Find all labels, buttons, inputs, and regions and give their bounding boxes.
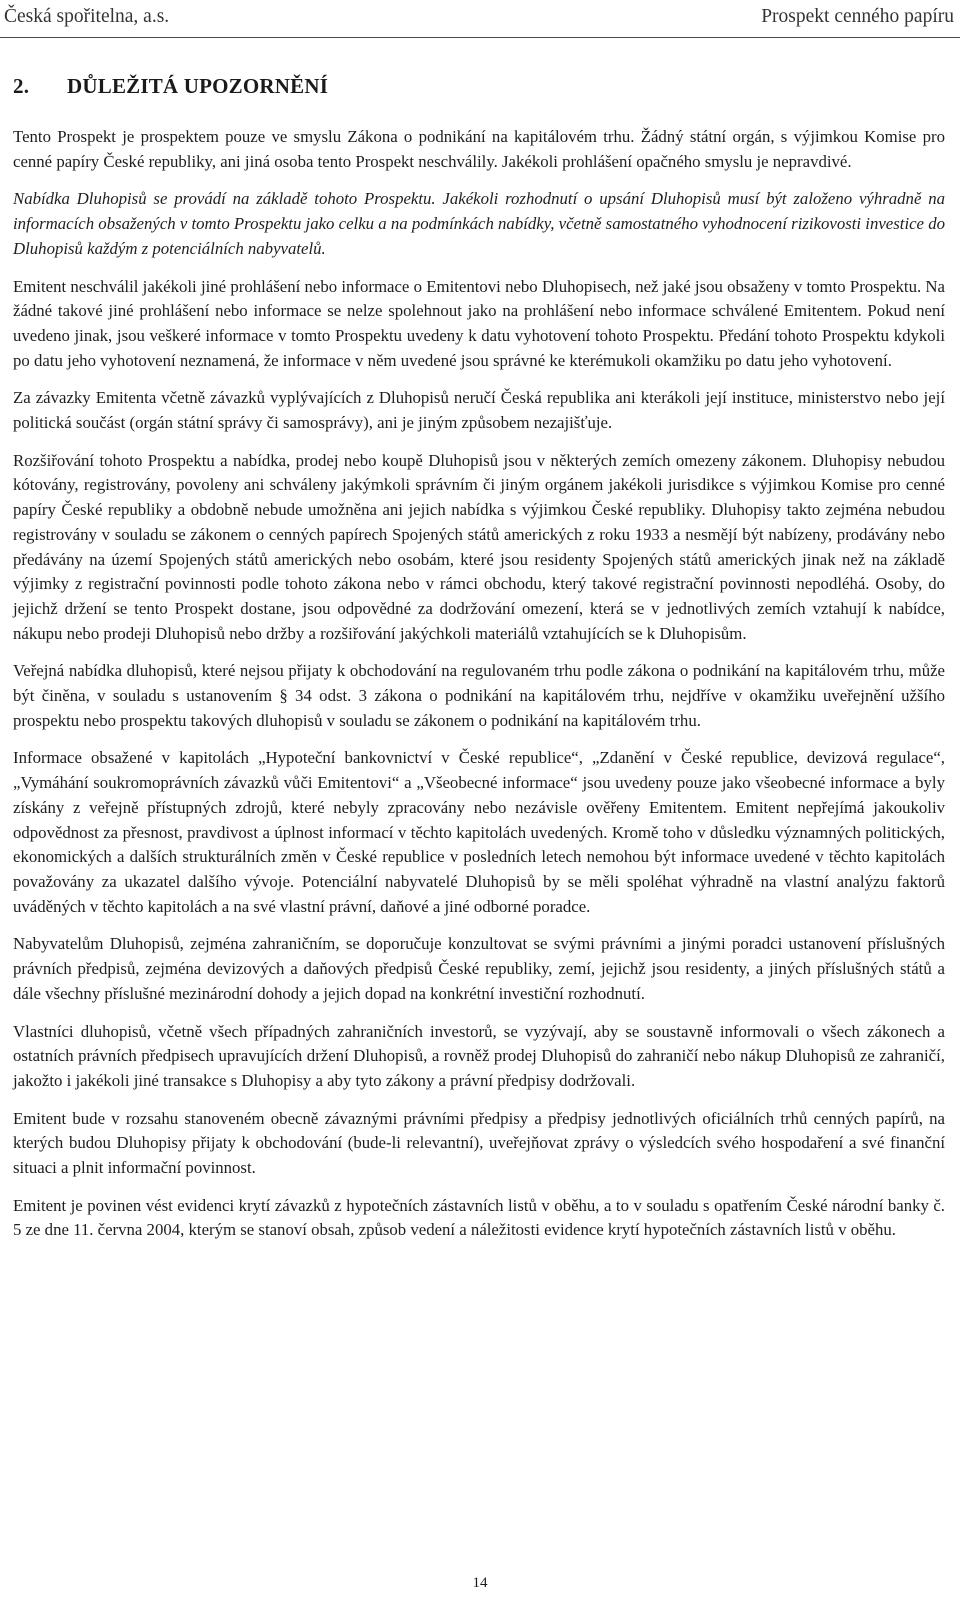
paragraph-4: Za závazky Emitenta včetně závazků vyplývajících z Dluhopisů neručí Česká republika ani kterákoli její instituce, ministerstvo nebo její politická součást (orgán státní správy či samosprávy), ani je jiným způsobem nezajišťuje. [13, 388, 945, 433]
paragraph-11: Emitent je povinen vést evidenci krytí závazků z hypotečních zástavních listů v oběhu, a to v souladu s opatřením České národní banky č. 5 ze dne 11. června 2004, kterým se stanoví obsah, způsob vedení a náležitosti evidence krytí hypotečních zástavních listů v oběhu. [13, 1195, 945, 1240]
page-number: 14 [472, 1575, 488, 1591]
paragraph-10: Emitent bude v rozsahu stanoveném obecně závaznými právními předpisy a předpisy jednotlivých oficiálních trhů cenných papírů, na kterých budou Dluhopisy přijaty k obchodování (bude-li relevantní), uveřejňovat zprávy o výsledcích svého hospodaření a své finanční situaci a plnit informační povinnost. [13, 1108, 945, 1178]
section-number: 2. [13, 74, 30, 98]
paragraph-8: Nabyvatelům Dluhopisů, zejména zahraničním, se doporučuje konzultovat se svými právními a jinými poradci ustanovení příslušných právních předpisů, zejména devizových a daňových předpisů České republiky, zemí, jejichž jsou residenty, a jiných příslušných států a dále všechny příslušné mezinárodní dohody a jejich dopad na konkrétní investiční rozhodnutí. [13, 934, 945, 1003]
page-header [0, 0, 960, 40]
paragraph-9: Vlastníci dluhopisů, včetně všech případných zahraničních investorů, se vyzývají, aby se soustavně informovali o všech zákonech a ostatních právních předpisech upravujících držení Dluhopisů, a rovněž prodej Dluhopisů do zahraničí nebo nákup Dluhopisů ze zahraničí, jakožto i jakékoli jiné transakce s Dluhopisy a aby tyto zákony a právní předpisy dodržovali. [13, 1021, 945, 1090]
paragraph-5: Rozšiřování tohoto Prospektu a nabídka, prodej nebo koupě Dluhopisů jsou v některých zemích omezeny zákonem. Dluhopisy nebudou kótovány, registrovány, povoleny ani schváleny jakýmkoli správním či jiným orgánem jakékoli jurisdikce s výjimkou Komise pro cenné papíry České republiky a obdobně nebude umožněna ani jejich nabídka s výjimkou České republiky. Dluhopisy takto zejména nebudou registrovány v souladu se zákonem o cenných papírech Spojených států amerických z roku 1933 a nesmějí být nabízeny, prodávány nebo předávány na území Spojených států amerických nebo osobám, které jsou residenty Spojených států amerických jinak než na základě výjimky z registrační povinnosti podle tohoto zákona nebo v rámci obchodu, který takové registrační povinnosti nepodléhá. Osoby, do jejichž držení se tento Prospekt dostane, jsou odpovědné za dodržování omezení, která se v jednotlivých zemích vztahují k nabídce, nákupu nebo prodeji Dluhopisů nebo držby a rozšiřování jakýchkoli materiálů vztahujících se k Dluhopisům. [13, 450, 945, 643]
header-company: Česká spořitelna, a.s. [4, 6, 170, 27]
document-body [13, 125, 945, 1256]
paragraph-2: Nabídka Dluhopisů se provádí na základě tohoto Prospektu. Jakékoli rozhodnutí o upsání Dluhopisů musí být založeno výhradně na informacích obsažených v tomto Prospektu jako celku a na podmínkách nabídky, včetně samostatného vyhodnocení rizikovosti investice do Dluhopisů každým z potenciálních nabyvatelů. [13, 189, 945, 258]
paragraph-7: Informace obsažené v kapitolách „Hypoteční bankovnictví v České republice“, „Zdanění v České republice, devizová regulace“, „Vymáhání soukromoprávních závazků vůči Emitentovi“ a „Všeobecné informace“ jsou uvedeny pouze jako všeobecné informace a byly získány z veřejně přístupných zdrojů, které nebyly zpracovány nebo nezávisle ověřeny Emitentem. Emitent nepřejímá jakoukoliv odpovědnost za přesnost, pravdivost a úplnost informací v těchto kapitolách uvedených. Kromě toho v důsledku významných politických, ekonomických a dalších strukturálních změn v České republice v posledních letech nemohou být informace uvedené v těchto kapitolách považovány za ukazatel dalšího vývoje. Potenciální nabyvatelé Dluhopisů by se měli spoléhat výhradně na vlastní analýzu faktorů uváděných v těchto kapitolách a na své vlastní právní, daňové a jiné odborné poradce. [13, 748, 945, 916]
paragraph-1-text: Tento Prospekt je prospektem pouze ve smyslu Zákona o podnikání na kapitálovém trhu. Žádný státní orgán, s výjimkou Komise pro cenné papíry České republiky, ani jiná osoba tento Prospekt neschválily. Jakékoli [13, 127, 945, 171]
paragraph-3: Emitent neschválil jakékoli jiné prohlášení nebo informace o Emitentovi nebo Dluhopisech, než jaké jsou obsaženy v tomto Prospektu. Na žádné takové jiné prohlášení nebo informace se nelze spolehnout jako na prohlášení nebo informace schválené Emitentem. Pokud není uvedeno jinak, jsou veškeré informace v tomto Prospektu uvedeny k datu vyhotovení tohoto Prospektu. Předání tohoto Prospektu kdykoli po datu jeho vyhotovení neznamená, že informace v něm uvedené jsou správné ke kterémukoli okamžiku po datu jeho vyhotovení. [13, 276, 945, 370]
header-rule [0, 37, 960, 38]
paragraph-1-end: prohlášení opačného smyslu je nepravdivé. [562, 151, 852, 171]
section-heading [13, 74, 328, 99]
paragraph-6: Veřejná nabídka dluhopisů, které nejsou přijaty k obchodování na regulovaném trhu podle zákona o podnikání na kapitálovém trhu, může být činěna, v souladu s ustanovením § 34 odst. 3 zákona o podnikání na kapitálovém trhu, nejdříve v okamžiku uveřejnění užšího prospektu nebo prospektu takových dluhopisů v souladu se zákonem o podnikání na kapitálovém trhu. [13, 661, 945, 730]
paragraph-1 [13, 125, 945, 174]
header-document-title: Prospekt cenného papíru [761, 6, 954, 27]
section-title: DŮLEŽITÁ UPOZORNĚNÍ [67, 74, 329, 98]
